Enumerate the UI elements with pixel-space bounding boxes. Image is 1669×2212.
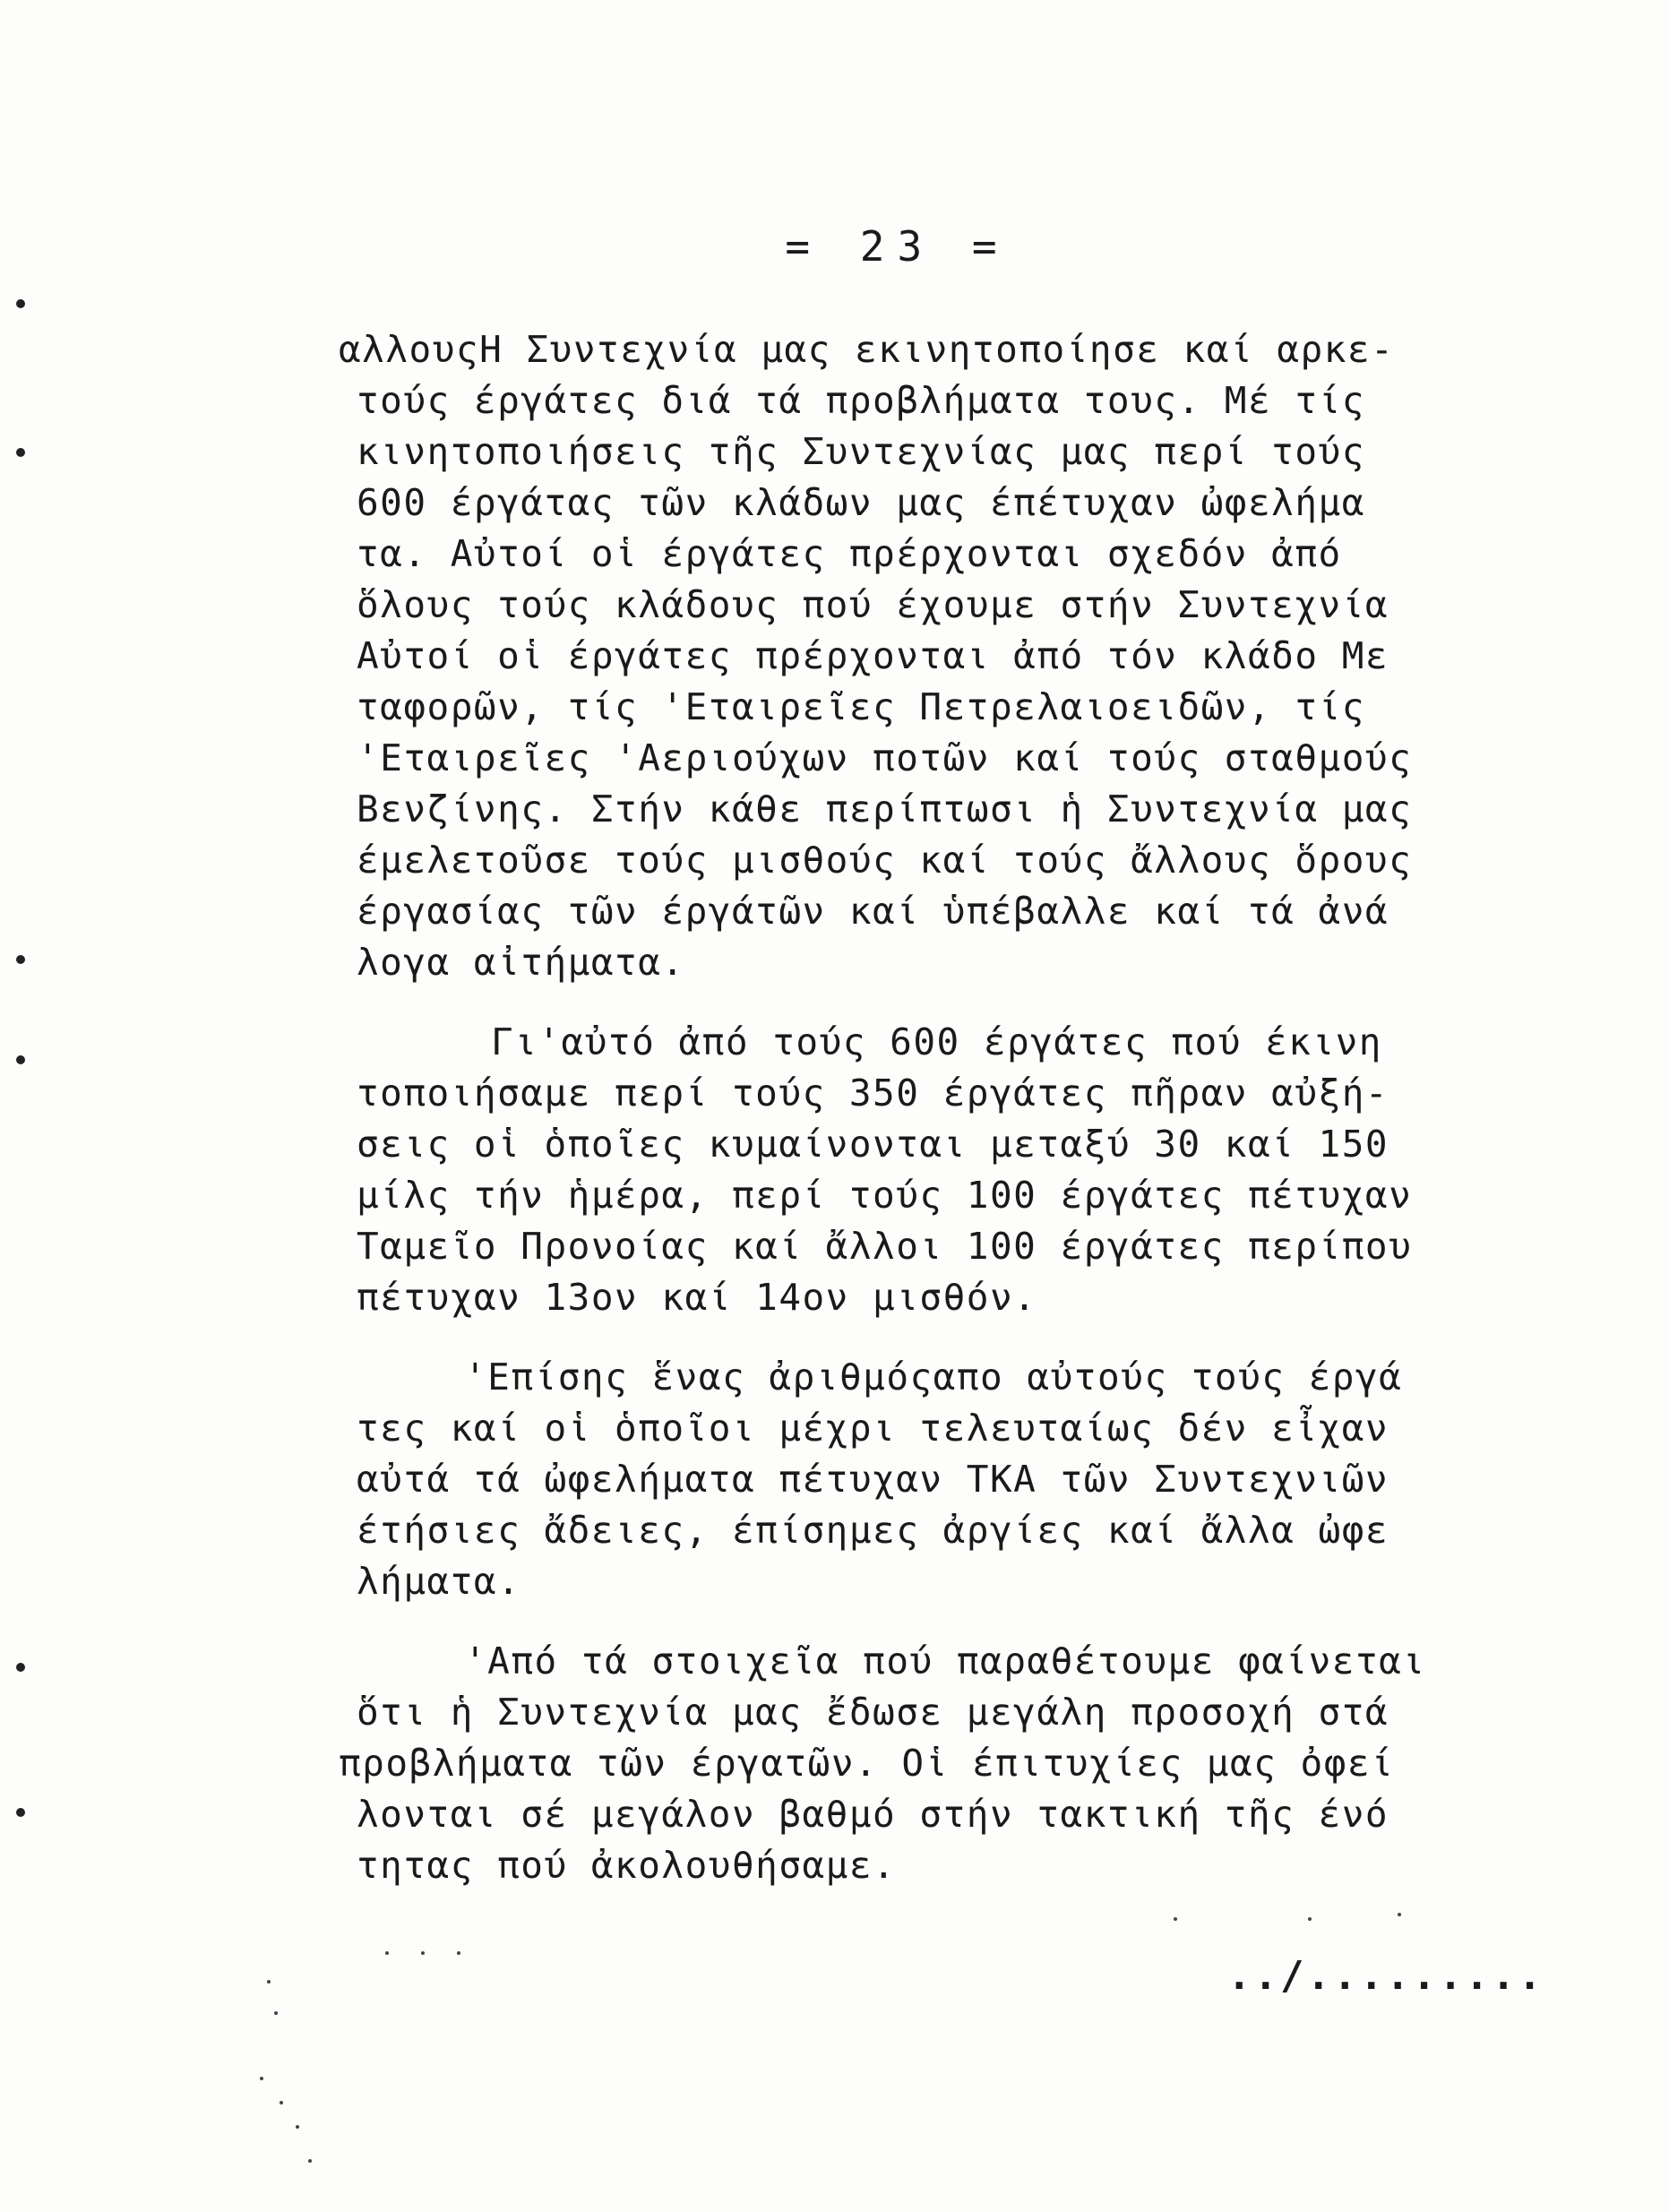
margin-dot <box>16 448 25 457</box>
text-line: αλλουςΗ Συντεχνία μας εκινητοποίησε καί αρκε- <box>339 328 1395 371</box>
scan-speck <box>1308 1917 1312 1921</box>
text-line: αὐτά τά ὠφελήματα πέτυχαν ΤΚΑ τῶν Συντεχνιῶν <box>357 1458 1389 1501</box>
margin-dot <box>16 955 25 964</box>
text-line: κινητοποιήσεις τῆς Συντεχνίας μας περί τούς <box>357 430 1365 473</box>
scan-speck <box>1398 1913 1401 1916</box>
text-line: τούς έργάτες διά τά προβλήματα τους. Μέ τίς <box>357 379 1365 422</box>
continuation-mark: ../......... <box>1227 1953 1544 1999</box>
text-line: Βενζίνης. Στήν κάθε περίπτωσι ἡ Συντεχνία μας <box>357 788 1413 831</box>
text-line: λήματα. <box>357 1560 521 1603</box>
text-line: ὅλους τούς κλάδους πού έχουμε στήν Συντεχνία <box>357 583 1389 626</box>
text-line: λογα αἰτήματα. <box>357 941 685 984</box>
text-line: τητας πού ἀκολουθήσαμε. <box>357 1844 897 1887</box>
text-line: ταφορῶν, τίς 'Εταιρεῖες Πετρελαιοειδῶν, τίς <box>357 685 1365 728</box>
scan-speck <box>296 2125 299 2129</box>
text-line: μίλς τήν ἡμέρα, περί τούς 100 έργάτες πέτυχαν <box>357 1174 1413 1217</box>
scan-speck <box>1174 1917 1177 1921</box>
text-line: τα. Αὐτοί οἱ έργάτες πρέρχονται σχεδόν ἀπό <box>357 532 1342 575</box>
text-line: 'Από τά στοιχεῖα πού παραθέτουμε φαίνεται <box>464 1640 1426 1683</box>
scan-speck <box>267 1980 271 1984</box>
scan-speck <box>280 2101 283 2104</box>
margin-dot <box>16 1663 25 1672</box>
paragraph-3 <box>357 1352 1584 1607</box>
margin-dot <box>16 299 25 308</box>
scan-speck <box>274 2011 278 2015</box>
scan-speck <box>260 2077 263 2080</box>
paragraph-4 <box>339 1636 1584 1891</box>
paragraph-1 <box>339 324 1584 988</box>
document-body <box>339 324 1584 1920</box>
paragraph-2 <box>357 1017 1584 1323</box>
text-line: προβλήματα τῶν έργατῶν. Οἱ έπιτυχίες μας ὀφεί <box>339 1742 1395 1785</box>
text-line: έτήσιες ἄδειες, έπίσημες ἀργίες καί ἄλλα ὠφε <box>357 1509 1389 1552</box>
text-line: έργασίας τῶν έργάτῶν καί ὑπέβαλλε καί τά ἀνά <box>357 890 1389 933</box>
text-line: 'Επίσης ἕνας ἀριθμόςαπο αὐτούς τούς έργά <box>464 1356 1403 1399</box>
text-line: 'Εταιρεῖες 'Αεριούχων ποτῶν καί τούς σταθμούς <box>357 736 1413 779</box>
text-line: λονται σέ μεγάλον βαθμό στήν τακτική τῆς ένό <box>357 1793 1389 1836</box>
text-line: 600 έργάτας τῶν κλάδων μας έπέτυχαν ὠφελήμα <box>357 481 1365 524</box>
text-line: ὅτι ἡ Συντεχνία μας ἔδωσε μεγάλη προσοχή στά <box>357 1691 1389 1734</box>
margin-dot <box>16 1055 25 1064</box>
text-line: Αὐτοί οἱ έργάτες πρέρχονται ἀπό τόν κλάδο Με <box>357 634 1389 677</box>
margin-dot <box>16 1808 25 1817</box>
text-line: Ταμεῖο Προνοίας καί ἄλλοι 100 έργάτες περίπου <box>357 1225 1413 1268</box>
scan-speck <box>308 2159 312 2163</box>
text-line: σεις οἱ ὁποῖες κυμαίνονται μεταξύ 30 καί 150 <box>357 1123 1389 1166</box>
text-line: Γι'αὐτό ἀπό τούς 600 έργάτες πού έκινη <box>491 1020 1382 1063</box>
text-line: πέτυχαν 13ον καί 14ον μισθόν. <box>357 1276 1037 1319</box>
text-line: τες καί οἱ ὁποῖοι μέχρι τελευταίως δέν εἶχαν <box>357 1407 1389 1450</box>
page-number: = 23 = <box>785 222 1010 271</box>
scan-speck <box>385 1951 389 1955</box>
scan-speck <box>457 1951 460 1955</box>
text-line: τοποιήσαμε περί τούς 350 έργάτες πῆραν αὐξή- <box>357 1072 1389 1115</box>
text-line: έμελετοῦσε τούς μισθούς καί τούς ἄλλους ὅρους <box>357 839 1413 882</box>
scan-speck <box>421 1951 425 1955</box>
